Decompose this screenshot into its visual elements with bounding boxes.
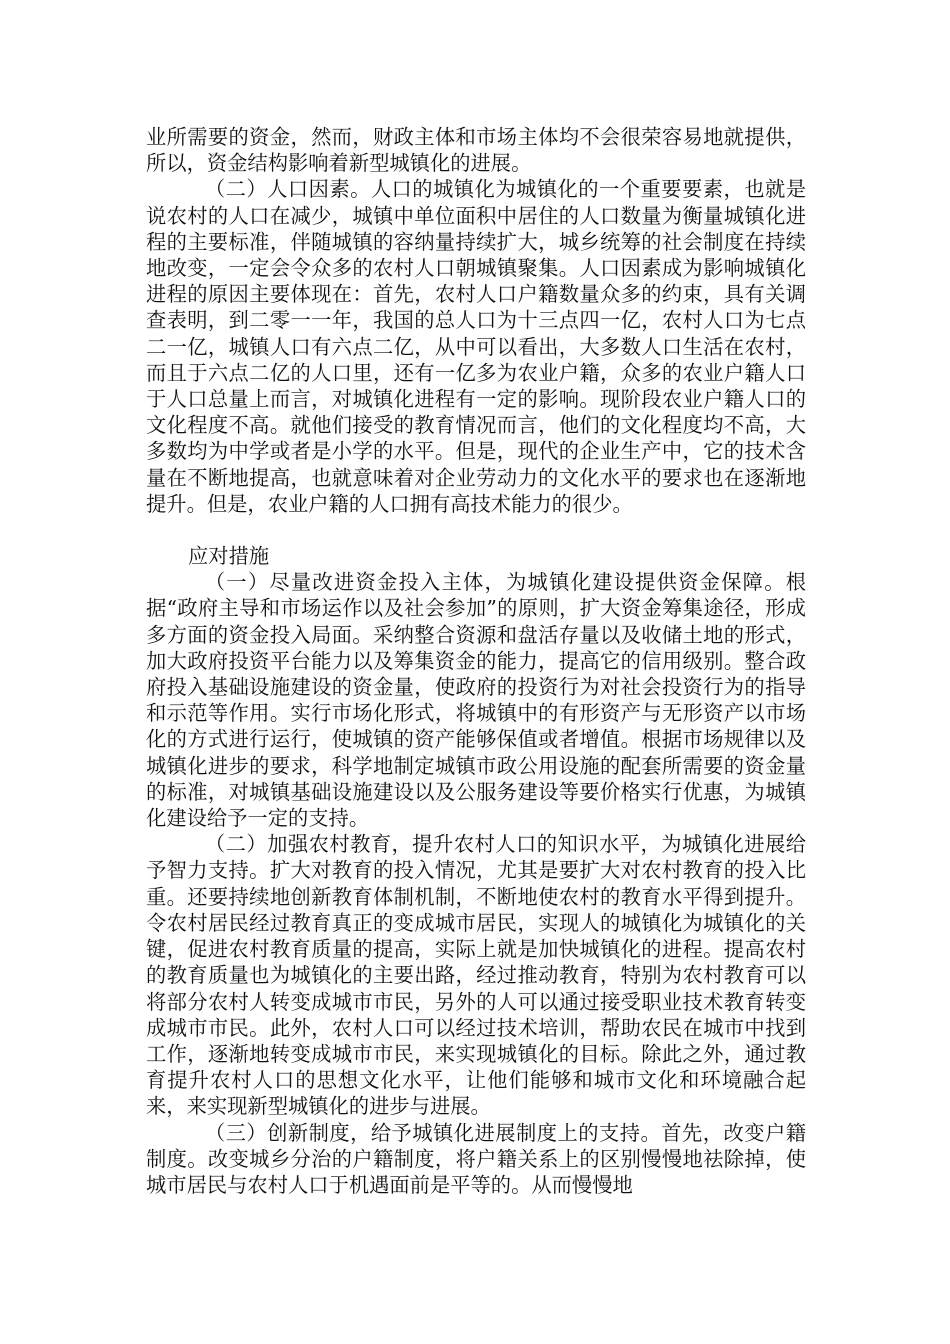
paragraph-measure-education: （二）加强农村教育，提升农村人口的知识水平，为城镇化进展给予智力支持。扩大对教育的投入情况，尤其是要扩大对农村教育的投入比重。还要持续地创新教育体制机制，不断地使农村的教育水平得到提升。令农村居民经过教育真正的变成城市居民，实现人的城镇化为城镇化的关键，促进农村教育质量的提高，实际上就是加快城镇化的进程。提高农村的教育质量也为城镇化的主要出路，经过推动教育，特别为农村教育可以将部分农村人转变成城市市民，另外的人可以通过接受职业技术教育转变成城市市民。此外，农村人口可以经过技术培训，帮助农民在城市中找到工作，逐渐地转变成城市市民，来实现城镇化的目标。除此之外，通过教育提升农村人口的思想文化水平，让他们能够和城市文化和环境融合起来，来实现新型城镇化的进步与进展。: [146, 832, 806, 1119]
section-heading: 应对措施: [188, 544, 270, 569]
paragraph-measure-institutions: （三）创新制度，给予城镇化进展制度上的支持。首先，改变户籍制度。改变城乡分治的户籍制度，将户籍关系上的区别慢慢地祛除掉，使城市居民与农村人口于机遇面前是平等的。从而慢慢地: [146, 1120, 806, 1197]
paragraph-continuation: 业所需要的资金，然而，财政主体和市场主体均不会很荣容易地就提供，所以，资金结构影响着新型城镇化的进展。: [146, 125, 806, 176]
paragraph-measure-funding: （一）尽量改进资金投入主体，为城镇化建设提供资金保障。根据“政府主导和市场运作以及社会参加”的原则，扩大资金筹集途径，形成多方面的资金投入局面。采纳整合资源和盘活存量以及收储土地的形式，加大政府投资平台能力以及筹集资金的能力，提高它的信用级别。整合政府投入基础设施建设的资金量，使政府的投资行为对社会投资行为的指导和示范等作用。实行市场化形式，将城镇中的有形资产与无形资产以市场化的方式进行运行，使城镇的资产能够保值或者增值。根据市场规律以及城镇化进步的要求，科学地制定城镇市政公用设施的配套所需要的资金量的标准，对城镇基础设施建设以及公服务建设等要价格实行优惠，为城镇化建设给予一定的支持。: [146, 570, 806, 831]
paragraph-population-factor: （二）人口因素。人口的城镇化为城镇化的一个重要要素，也就是说农村的人口在减少，城镇中单位面积中居住的人口数量为衡量城镇化进程的主要标准，伴随城镇的容纳量持续扩大，城乡统筹的社会制度在持续地改变，一定会令众多的农村人口朝城镇聚集。人口因素成为影响城镇化进程的原因主要体现在：首先，农村人口户籍数量众多的约束，具有关调查表明，到二零一一年，我国的总人口为十三点四一亿，农村人口为七点二一亿，城镇人口有六点二亿，从中可以看出，大多数人口生活在农村，而且于六点二亿的人口里，还有一亿多为农业户籍，众多的农业户籍人口于人口总量上而言，对城镇化进程有一定的影响。现阶段农业户籍人口的文化程度不高。就他们接受的教育情况而言，他们的文化程度均不高，大多数均为中学或者是小学的水平。但是，现代的企业生产中，它的技术含量在不断地提高，也就意味着对企业劳动力的文化水平的要求也在逐渐地提升。但是，农业户籍的人口拥有高技术能力的很少。: [146, 177, 806, 516]
document-body: [146, 124, 806, 1198]
